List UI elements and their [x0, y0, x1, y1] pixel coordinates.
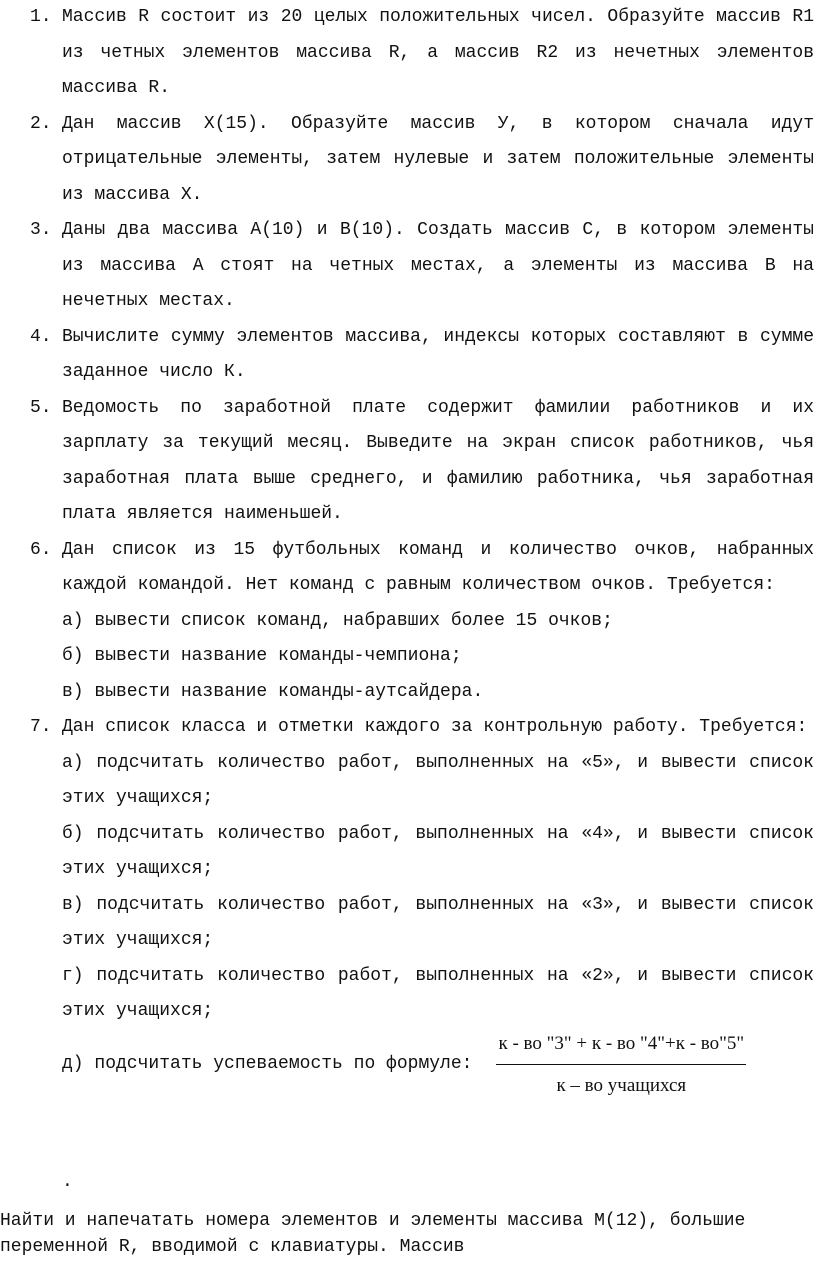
- task-number: 4.: [30, 326, 52, 347]
- task-number: 1.: [30, 7, 52, 27]
- task-item: [30, 391, 814, 533]
- subtask-c: в) подсчитать количество работ, выполненных на «3», и вывести список этих учащихся;: [62, 894, 814, 950]
- success-rate-formula: [496, 1026, 746, 1104]
- task-item: [30, 213, 814, 320]
- task-number: 3.: [30, 220, 52, 240]
- subtask-d: г) подсчитать количество работ, выполненных на «2», и вывести список этих учащихся;: [62, 965, 814, 1021]
- task-item: [30, 320, 814, 391]
- task-number: 5.: [30, 397, 52, 418]
- task-text: Ведомость по заработной плате содержит фамилии работников и их зарплату за текущий месяц. Выведите на экран список работников, чья заработная плата выше среднего, и фамилию работника, чья заработная плата является наименьшей.: [62, 397, 814, 524]
- task-text: Массив R состоит из 20 целых положительных чисел. Образуйте массив R1 из четных элементов массива R, а массив R2 из нечетных элементов массива R.: [62, 7, 814, 98]
- task-item: [30, 710, 814, 1100]
- task-number: 2.: [30, 113, 52, 134]
- stray-dot: .: [62, 1172, 73, 1192]
- subtask-a: а) подсчитать количество работ, выполненных на «5», и вывести список этих учащихся;: [62, 752, 814, 808]
- subtask-a: а) вывести список команд, набравших более 15 очков;: [62, 610, 613, 631]
- task-item: [30, 0, 814, 107]
- trailing-task-text: Найти и напечатать номера элементов и элементы массива М(12), большие переменной R, вводимой с клавиатуры. Массив: [0, 1211, 746, 1257]
- subtask-e: [62, 1030, 814, 1100]
- task-number: 7.: [30, 717, 52, 737]
- task-text: Вычислите сумму элементов массива, индексы которых составляют в сумме заданное число К.: [62, 326, 814, 382]
- task-item: [30, 533, 814, 711]
- subtask-c: в) вывести название команды-аутсайдера.: [62, 681, 484, 702]
- formula-denominator: к – во учащихся: [556, 1075, 687, 1096]
- formula-numerator: к - во "3" + к - во "4"+к - во"5": [496, 1026, 746, 1066]
- formula-label: д) подсчитать успеваемость по формуле:: [62, 1053, 473, 1074]
- task-text: Дан список класса и отметки каждого за контрольную работу. Требуется:: [62, 717, 808, 737]
- task-text: Даны два массива А(10) и В(10). Создать массив С, в котором элементы из массива А стоят на четных местах, а элементы из массива В на нечетных местах.: [62, 220, 814, 311]
- subtask-b: б) подсчитать количество работ, выполненных на «4», и вывести список этих учащихся;: [62, 823, 814, 879]
- task-item: [30, 107, 814, 214]
- task-text: Дан список из 15 футбольных команд и количество очков, набранных каждой командой. Нет команд с равным количеством очков. Требуется:: [62, 539, 814, 595]
- subtask-b: б) вывести название команды-чемпиона;: [62, 646, 462, 666]
- task-text: Дан массив Х(15). Образуйте массив У, в котором сначала идут отрицательные элементы, затем нулевые и затем положительные элементы из массива Х.: [62, 113, 814, 205]
- task-number: 6.: [30, 539, 52, 560]
- task-list: [30, 0, 814, 1100]
